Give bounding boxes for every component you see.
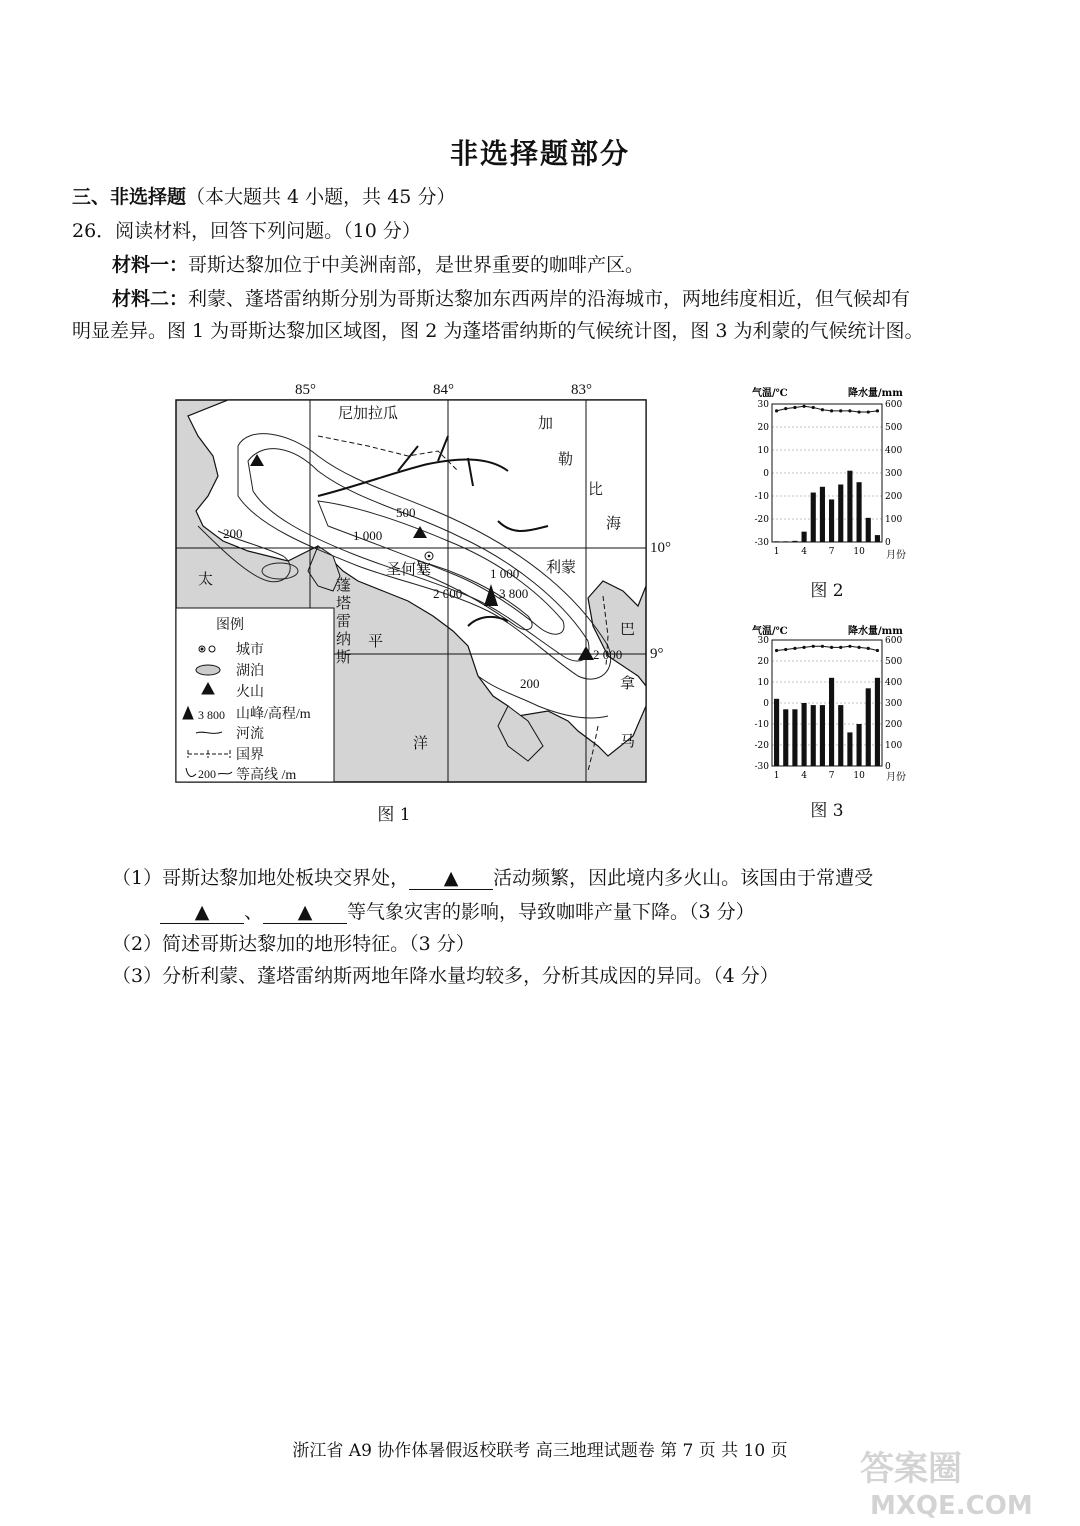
y-right-tick: 300 bbox=[885, 469, 903, 479]
fig1-caption: 图 1 bbox=[377, 805, 411, 825]
x-unit: 月份 bbox=[886, 772, 906, 783]
lon-84: 84° bbox=[433, 382, 454, 398]
y-right-tick: 200 bbox=[885, 720, 903, 730]
precip-bar bbox=[802, 703, 807, 766]
precip-bar bbox=[857, 482, 862, 542]
label-pac-1: 太 bbox=[198, 572, 214, 588]
x-tick: 10 bbox=[853, 547, 865, 557]
question-26: 26．阅读材料，回答下列问题。（10 分） bbox=[72, 220, 421, 242]
material-2-label: 材料二： bbox=[112, 288, 189, 310]
y-left-tick: 20 bbox=[757, 423, 769, 433]
label-pan-2: 拿 bbox=[620, 676, 636, 692]
sub-question-3: （3）分析利蒙、蓬塔雷纳斯两地年降水量均较多，分析其成因的异同。（4 分） bbox=[112, 965, 779, 987]
x-unit: 月份 bbox=[886, 550, 906, 561]
temp-point bbox=[775, 649, 778, 652]
temp-point bbox=[876, 649, 879, 652]
y-right-tick: 300 bbox=[885, 699, 903, 709]
contour-1000a: 1 000 bbox=[353, 528, 383, 543]
precip-bar bbox=[774, 699, 779, 766]
y-right-label: 降水量/mm bbox=[848, 388, 903, 399]
y-right-label: 降水量/mm bbox=[848, 626, 903, 637]
lon-83: 83° bbox=[571, 382, 592, 398]
legend-river: 河流 bbox=[236, 727, 264, 742]
temp-point bbox=[839, 409, 842, 412]
climate-chart-puntarenas bbox=[748, 384, 910, 566]
left-ticks bbox=[755, 636, 770, 772]
precip-bar bbox=[811, 493, 816, 542]
temp-point bbox=[867, 647, 870, 650]
label-nicaragua: 尼加拉瓜 bbox=[338, 406, 399, 422]
temp-point bbox=[784, 648, 787, 651]
y-left-tick: 10 bbox=[757, 678, 769, 688]
precip-bar bbox=[829, 678, 834, 766]
precip-bar bbox=[802, 532, 807, 542]
answer-blank-3[interactable]: ▲ bbox=[263, 901, 347, 924]
y-right-tick: 600 bbox=[885, 400, 903, 410]
section-label: 三、非选择题 bbox=[72, 186, 187, 208]
label-pac-2: 平 bbox=[368, 634, 384, 650]
precip-bar bbox=[857, 724, 862, 766]
climate-chart-limon bbox=[748, 622, 910, 784]
precip-bar bbox=[783, 709, 788, 766]
y-left-tick: 10 bbox=[757, 446, 769, 456]
svg-text:MXQE.COM: MXQE.COM bbox=[870, 1491, 1033, 1521]
material-1-text: 哥斯达黎加位于中美洲南部，是世界重要的咖啡产区。 bbox=[188, 254, 645, 276]
legend-peak: 山峰/高程/m bbox=[236, 707, 311, 722]
y-right-tick: 500 bbox=[885, 423, 903, 433]
temp-point bbox=[812, 645, 815, 648]
y-right-tick: 600 bbox=[885, 636, 903, 646]
x-ticks bbox=[774, 771, 865, 781]
precip-bar bbox=[875, 678, 880, 766]
y-right-tick: 400 bbox=[885, 446, 903, 456]
section-desc: （本大题共 4 小题，共 45 分） bbox=[186, 186, 456, 208]
y-left-tick: -20 bbox=[754, 741, 769, 751]
x-tick: 10 bbox=[853, 771, 865, 781]
y-left-tick: 30 bbox=[757, 636, 769, 646]
label-punta-4: 纳 bbox=[336, 632, 352, 648]
precip-bars bbox=[774, 471, 880, 542]
precip-bar bbox=[866, 518, 871, 542]
x-tick: 1 bbox=[773, 771, 780, 781]
left-ticks bbox=[755, 400, 770, 548]
peak-elevation: 3 800 bbox=[499, 586, 529, 601]
y-left-tick: -10 bbox=[754, 492, 769, 502]
y-right-tick: 500 bbox=[885, 657, 903, 667]
y-right-tick: 100 bbox=[885, 741, 903, 751]
watermark-logo bbox=[850, 1440, 1060, 1520]
precip-bars bbox=[774, 678, 880, 766]
x-tick: 7 bbox=[828, 771, 835, 781]
precip-bar bbox=[792, 541, 797, 542]
contour-200b: 200 bbox=[520, 676, 540, 691]
contour-1000b: 1 000 bbox=[490, 566, 520, 581]
y-right-tick: 200 bbox=[885, 492, 903, 502]
label-punta-2: 塔 bbox=[336, 596, 352, 612]
temp-line bbox=[775, 405, 879, 414]
precip-bar bbox=[774, 541, 779, 542]
svg-text:答案圈: 答案圈 bbox=[860, 1449, 962, 1489]
material-2-cont: 明显差异。图 1 为哥斯达黎加区域图，图 2 为蓬塔雷纳斯的气候统计图，图 3 为利蒙的气候统计图。 bbox=[72, 320, 924, 342]
q1-sep: 、 bbox=[244, 901, 264, 923]
temp-point bbox=[839, 646, 842, 649]
y-left-tick: 0 bbox=[763, 469, 769, 479]
contour-500: 500 bbox=[396, 505, 416, 520]
temp-point bbox=[793, 406, 796, 409]
y-left-tick: 0 bbox=[763, 699, 769, 709]
material-2 bbox=[112, 284, 910, 314]
precip-bar bbox=[875, 535, 880, 542]
x-tick: 4 bbox=[801, 547, 807, 557]
label-punta-3: 雷 bbox=[336, 614, 352, 630]
precip-bar bbox=[847, 732, 852, 766]
temp-point bbox=[802, 646, 805, 649]
temp-point bbox=[793, 647, 796, 650]
precip-bar bbox=[866, 688, 871, 766]
label-carib-1: 加 bbox=[538, 416, 554, 432]
q1-post2: 等气象灾害的影响，导致咖啡产量下降。（3 分） bbox=[347, 901, 755, 923]
sub-question-2: （2）简述哥斯达黎加的地形特征。（3 分） bbox=[112, 933, 475, 955]
y-left-tick: -30 bbox=[754, 762, 769, 772]
answer-blank-2[interactable]: ▲ bbox=[160, 901, 244, 924]
label-sanjose: 圣何塞 bbox=[386, 562, 432, 578]
right-ticks bbox=[885, 400, 902, 548]
material-2-text: 利蒙、蓬塔雷纳斯分别为哥斯达黎加东西两岸的沿海城市，两地纬度相近，但气候却有 bbox=[188, 288, 911, 310]
q1-pre: （1）哥斯达黎加地处板块交界处， bbox=[112, 867, 410, 889]
y-left-label: 气温/℃ bbox=[752, 388, 788, 399]
label-pan-1: 巴 bbox=[620, 622, 636, 638]
legend-peak-prefix: 3 800 bbox=[198, 708, 225, 722]
material-1-label: 材料一： bbox=[112, 254, 189, 276]
y-left-tick: 20 bbox=[757, 657, 769, 667]
legend-border: 国界 bbox=[236, 748, 264, 763]
y-left-tick: 30 bbox=[757, 400, 769, 410]
label-carib-3: 比 bbox=[588, 482, 604, 498]
lat-9: 9° bbox=[650, 646, 664, 662]
temp-point bbox=[784, 407, 787, 410]
temp-point bbox=[821, 645, 824, 648]
fig2-caption: 图 2 bbox=[810, 581, 844, 601]
x-tick: 4 bbox=[801, 771, 807, 781]
material-1 bbox=[112, 250, 644, 280]
contour-2000a: 2 000 bbox=[433, 586, 463, 601]
y-right-tick: 0 bbox=[885, 538, 891, 548]
precip-bar bbox=[847, 471, 852, 542]
temp-point bbox=[830, 409, 833, 412]
label-limon: 利蒙 bbox=[546, 560, 577, 576]
label-carib-4: 海 bbox=[606, 516, 622, 532]
legend-contour: 等高线 /m bbox=[236, 768, 297, 783]
precip-bar bbox=[783, 541, 788, 542]
temp-point bbox=[830, 646, 833, 649]
temp-point bbox=[857, 646, 860, 649]
precip-bar bbox=[792, 709, 797, 766]
y-left-tick: -30 bbox=[754, 538, 769, 548]
costa-rica-map bbox=[168, 376, 671, 788]
label-punta-1: 蓬 bbox=[336, 578, 352, 594]
precip-bar bbox=[838, 485, 843, 543]
y-left-tick: -10 bbox=[754, 720, 769, 730]
legend-lake: 湖泊 bbox=[236, 664, 264, 679]
label-carib-2: 勒 bbox=[558, 452, 574, 468]
right-ticks bbox=[885, 636, 902, 772]
label-pac-3: 洋 bbox=[413, 736, 429, 752]
page-footer: 浙江省 A9 协作体暑假返校联考 高三地理试题卷 第 7 页 共 10 页 bbox=[292, 1441, 788, 1461]
legend-title: 图例 bbox=[216, 618, 244, 633]
label-pan-3: 马 bbox=[620, 734, 636, 750]
temp-point bbox=[812, 406, 815, 409]
y-right-tick: 400 bbox=[885, 678, 903, 688]
y-left-tick: -20 bbox=[754, 515, 769, 525]
temp-point bbox=[876, 409, 879, 412]
x-tick: 1 bbox=[773, 547, 780, 557]
x-ticks bbox=[774, 547, 865, 557]
sub-question-1 bbox=[112, 862, 873, 894]
fig3-caption: 图 3 bbox=[810, 801, 844, 821]
contour-2000b: 2 000 bbox=[593, 647, 623, 662]
temp-point bbox=[867, 410, 870, 413]
precip-bar bbox=[829, 499, 834, 542]
legend-contour-prefix: 200 bbox=[198, 767, 216, 781]
temp-point bbox=[802, 405, 805, 408]
lat-10: 10° bbox=[650, 540, 671, 556]
temp-point bbox=[775, 409, 778, 412]
grid-lines bbox=[772, 661, 882, 745]
temp-curve bbox=[777, 406, 878, 412]
precip-bar bbox=[820, 487, 825, 542]
precip-bar bbox=[838, 705, 843, 766]
sub-question-1-cont bbox=[160, 896, 755, 928]
q1-post: 活动频繁，因此境内多火山。该国由于常遭受 bbox=[493, 867, 874, 889]
page-title: 非选择题部分 bbox=[449, 137, 630, 170]
precip-bar bbox=[820, 705, 825, 766]
temp-point bbox=[848, 645, 851, 648]
y-right-tick: 0 bbox=[885, 762, 891, 772]
temp-line bbox=[775, 645, 879, 652]
answer-blank-1[interactable]: ▲ bbox=[409, 867, 493, 890]
label-punta-5: 斯 bbox=[336, 650, 352, 666]
temp-point bbox=[857, 410, 860, 413]
y-right-tick: 100 bbox=[885, 515, 903, 525]
precip-bar bbox=[811, 705, 816, 766]
section-heading bbox=[72, 182, 455, 212]
grid-lines bbox=[772, 427, 882, 519]
legend-volcano: 火山 bbox=[236, 685, 264, 700]
lon-85: 85° bbox=[295, 382, 316, 398]
contour-200a: 200 bbox=[223, 526, 243, 541]
legend-city: 城市 bbox=[236, 643, 264, 658]
temp-point bbox=[848, 409, 851, 412]
x-tick: 7 bbox=[828, 547, 835, 557]
temp-curve bbox=[777, 646, 878, 650]
temp-point bbox=[821, 408, 824, 411]
y-left-label: 气温/℃ bbox=[752, 626, 788, 637]
